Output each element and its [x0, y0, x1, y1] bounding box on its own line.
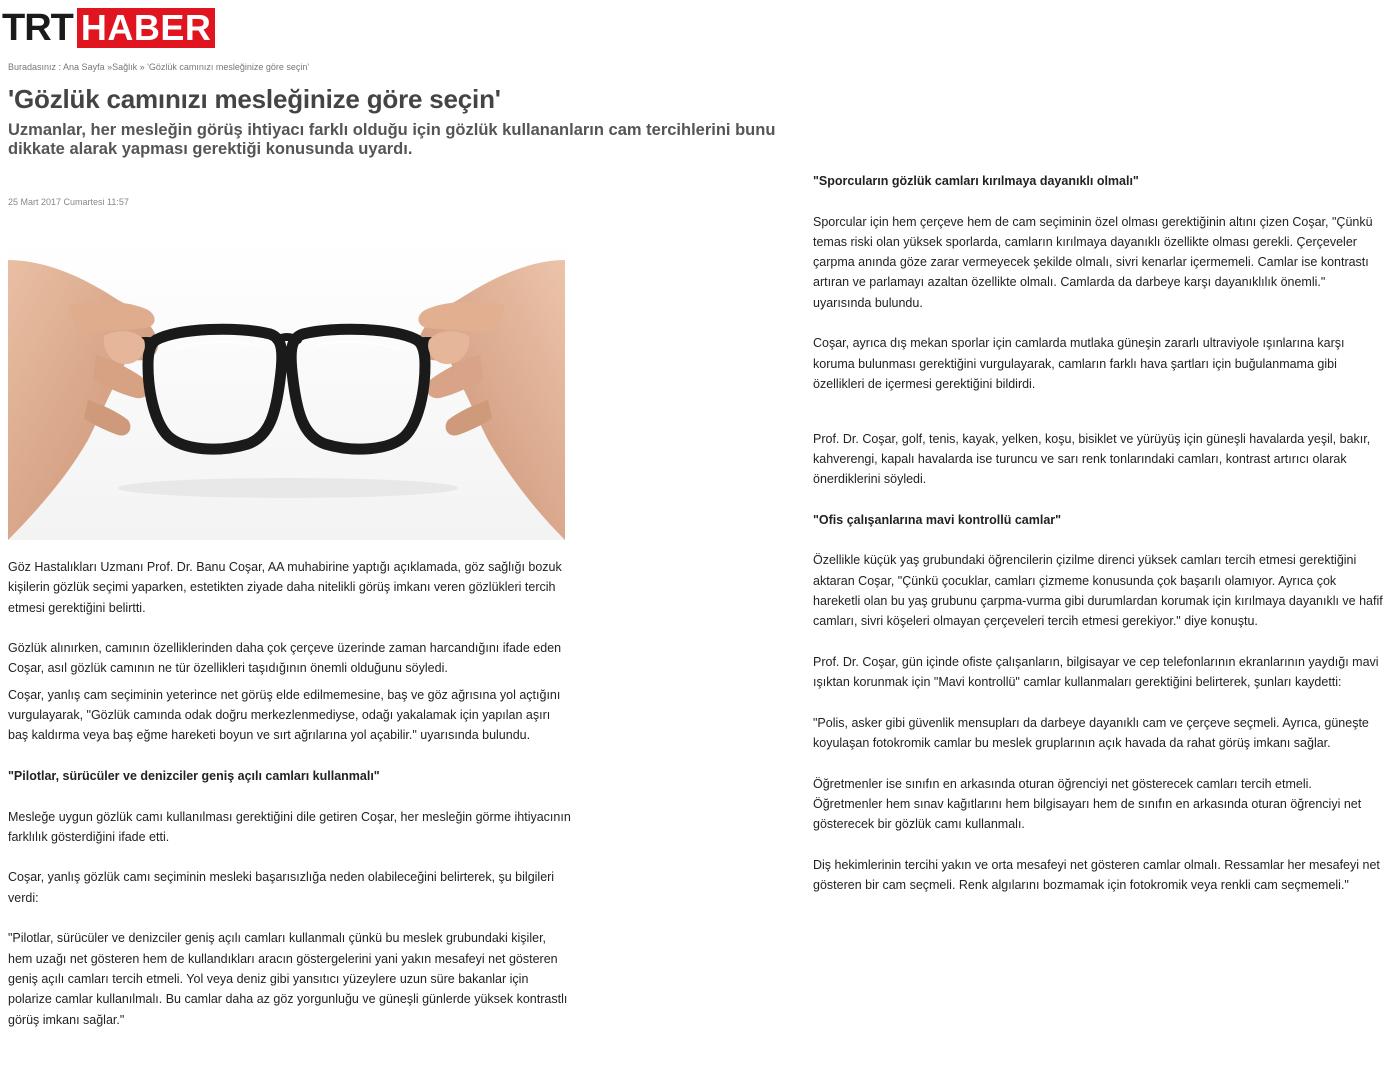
article-subtitle: Uzmanlar, her mesleğin görüş ihtiyacı farklı olduğu için gözlük kullananların cam tercihlerini bunu dikkate alarak yapması gerektiği konusunda uyardı. [8, 121, 776, 158]
breadcrumb-home-link[interactable]: Ana Sayfa [63, 62, 105, 72]
eyeglasses-photo-icon [8, 240, 565, 540]
trt-haber-logo[interactable] [2, 8, 215, 48]
section-heading: "Sporcuların gözlük camları kırılmaya dayanıklı olmalı" [813, 174, 1139, 188]
paragraph: Diş hekimlerinin tercihi yakın ve orta mesafeyi net gösteren camlar olmalı. Ressamlar her mesafeyi net gösteren bir cam seçmeli. Renk algılarını bozmamak için fotokromik veya renkli cam seçmemeli." [813, 857, 1380, 893]
section-heading: "Pilotlar, sürücüler ve denizciler geniş açılı camları kullanmalı" [8, 768, 380, 783]
breadcrumb [8, 62, 309, 72]
paragraph: Prof. Dr. Coşar, gün içinde ofiste çalışanların, bilgisayar ve cep telefonlarının ekranlarının yaydığı mavi ışıktan korunmak için "Mavi kontrollü" camlar kullanmaları gerektiğini belirterek, şunları kaydetti: [813, 654, 1379, 690]
section-heading: "Ofis çalışanlarına mavi kontrollü camlar" [813, 512, 1062, 527]
logo-trt-text: TRT [2, 7, 73, 49]
logo-haber-text: HABER [77, 8, 216, 48]
paragraph: Coşar, yanlış cam seçiminin yeterince net görüş elde edilmemesine, baş ve göz ağrısına yol açtığını vurgulayarak, "Gözlük camında odak doğru merkezlenmediyse, odağı yakalamak için yapılan aşırı baş kaldırma veya baş eğme hareketi boyun ve sırt ağrılarına yol açabilir." uyarısında bulundu. [8, 687, 561, 743]
paragraph: Prof. Dr. Coşar, golf, tenis, kayak, yelken, koşu, bisiklet ve yürüyüş için güneşli havalarda yeşil, bakır, kahverengi, kapalı havalarda ise turuncu ve sarı renk tonlarındaki camları, kontrast artırıcı olarak önerdiklerini söyledi. [813, 431, 1371, 487]
breadcrumb-separator: » [104, 62, 113, 72]
breadcrumb-prefix: Buradasınız : [8, 62, 64, 72]
paragraph: Mesleğe uygun gözlük camı kullanılması gerektiğini dile getiren Coşar, her mesleğin görme ihtiyacının farklılık gösterdiğini ifade etti. [8, 809, 571, 844]
paragraph: Öğretmenler ise sınıfın en arkasında oturan öğrenciyi net gösterecek camları tercih etmeli. Öğretmenler hem sınav kağıtlarını hem bilgisayarı hem de sınıfın en arkasında oturan öğrenciyi net gösterecek bir gözlük camı kullanmalı. [813, 776, 1362, 832]
paragraph: Gözlük alınırken, camının özelliklerinden daha çok çerçeve üzerinde zaman harcandığını ifade eden Coşar, asıl gözlük camının ne tür özellikleri taşıdığının önemli olduğunu söyledi. [8, 641, 562, 676]
paragraph: "Pilotlar, sürücüler ve denizciler geniş açılı camları kullanmalı çünkü bu meslek grubundaki kişiler, hem uzağı net gösteren hem de kullandıkları aracın göstergelerini yani yakın mesafeyi net gösteren geniş açılı camları tercih etmeli. Yol veya deniz gibi yansıtıcı yüzeylere uzun süre bakanlar için polarize camlar kullanılmalı. Bu camlar daha az göz yorgunluğu ve güneşli günlerde yüksek kontrastlı görüş imkanı sağlar." [8, 931, 568, 1027]
breadcrumb-category-link[interactable]: Sağlık [112, 62, 138, 72]
paragraph: Özellikle küçük yaş grubundaki öğrencilerin çizilme direnci yüksek camları tercih etmesi gerektiğini aktaran Coşar, "Çünkü çocuklar, camları çizmeme konusunda çok başarılı olamıyor. Ayrıca çok hareketli olan bu yaş grubunu çarpma-vurma gibi durumlardan korumak için kırılmaya dayanıklı ve hafif camları, sivri köşeleri olmayan çerçeveleri tercih etmesi gerekiyor." diye konuştu. [813, 553, 1383, 629]
article-date: 25 Mart 2017 Cumartesi 11:57 [8, 197, 129, 207]
paragraph: Coşar, ayrıca dış mekan sporlar için camlarda mutlaka güneşin zararlı ultraviyole ışınlarına karşı koruma bulunması gerektiğini vurgulayarak, camların farklı hava şartları için buğulanmama gibi özellikleri de içermesi gerektiğini bildirdi. [813, 336, 1345, 391]
article-body-left [8, 557, 573, 1030]
paragraph: Göz Hastalıkları Uzmanı Prof. Dr. Banu Coşar, AA muhabirine yaptığı açıklamada, göz sağlığı bozuk kişilerin gözlük seçimi yaparken, estetikten ziyade daha nitelikli görüş imkanı veren gözlükleri tercih etmesi gerektiğini belirtti. [8, 560, 562, 615]
breadcrumb-separator: » [137, 62, 148, 72]
page-title: 'Gözlük camınızı mesleğinize göre seçin' [8, 84, 501, 114]
paragraph: "Polis, asker gibi güvenlik mensupları da darbeye dayanıklı cam ve çerçeve seçmeli. Ayrıca, güneşte koyulaşan fotokromik camlar bu meslek gruplarının açık havada da rahat görüş imkanı sağlar. [813, 715, 1369, 751]
paragraph: Sporcular için hem çerçeve hem de cam seçiminin özel olması gerektiğinin altını çizen Coşar, "Çünkü temas riski olan yüksek sporlarda, camların kırılmaya dayanıklı özellikte olması gerekli. Çerçeveler çarpma anında göze zarar vermeyecek şekilde olmalı, sivri kenarlar içermemeli. Camlar ise kontrastı artıran ve parlamayı azaltan özellikte olmalı. Camlarda da darbeye karşı dayanıklılık önemli." uyarısında bulundu. [813, 214, 1373, 310]
article-body-right [813, 171, 1383, 895]
breadcrumb-current: 'Gözlük camınızı mesleğinize göre seçin' [147, 62, 310, 72]
paragraph: Coşar, yanlış gözlük camı seçiminin mesleki başarısızlığa neden olabileceğini belirterek, şu bilgileri verdi: [8, 870, 555, 905]
article-image [8, 240, 565, 540]
